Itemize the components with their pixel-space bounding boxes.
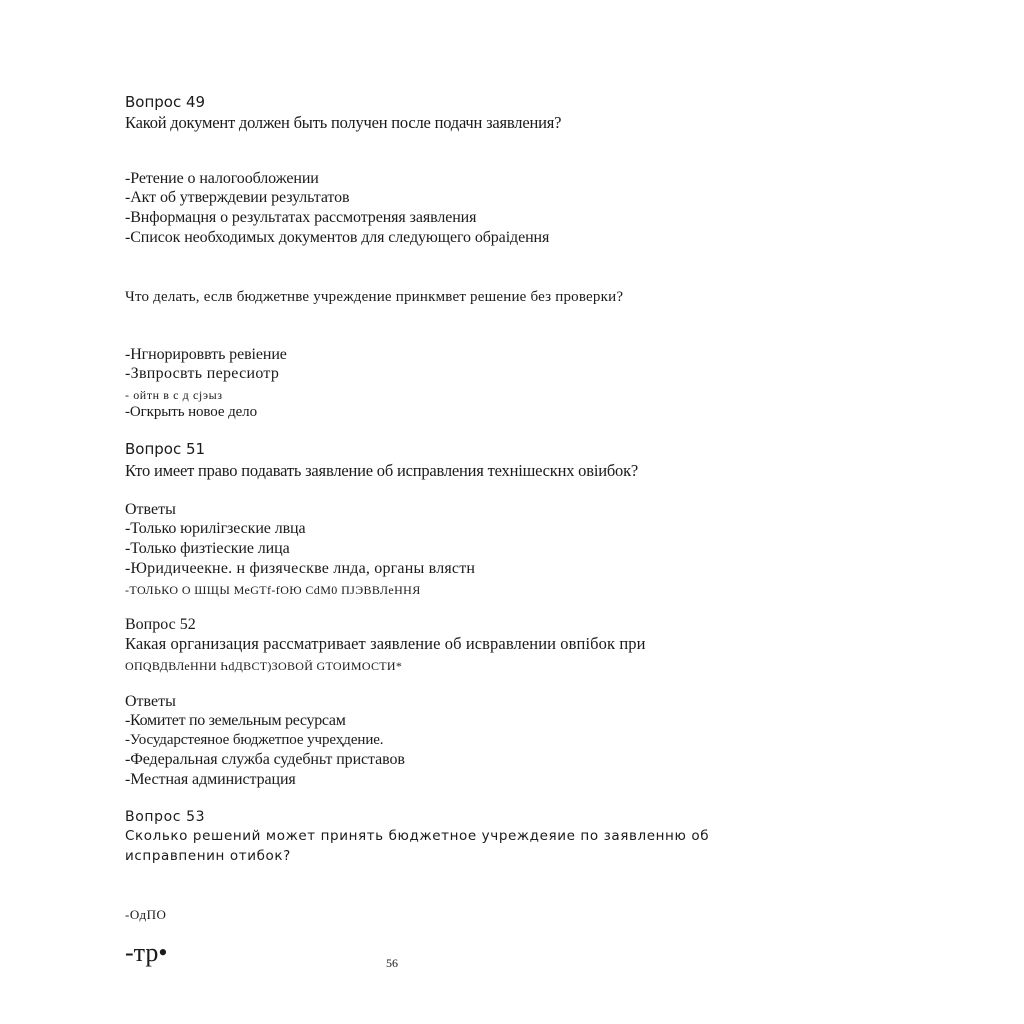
question-50-text: Что делать, еслв бюджетнве учреждение принкмвет решение без проверки? — [125, 289, 624, 305]
question-52-answers-label: Ответы — [125, 693, 176, 710]
question-52-option-2: -Уосударстеяное бюджетпое учреҳдение. — [125, 732, 384, 748]
question-50-option-2: -Звпросвть пересиотр — [125, 365, 280, 382]
question-49-text: Какой документ должен быть получен после подачн заявления? — [125, 113, 562, 132]
question-53-option-2: -тр• — [125, 938, 168, 967]
question-53-option-1: -ОдПО — [125, 907, 167, 922]
question-53-text-line-1: Сколько решений может принять бюджетное учреждеяие по заявленню об — [125, 828, 710, 844]
question-51-option-4: -ТОЛЬКО О ШЩЫ МеGТf-fОЮ СdМ0 ПЈЭВВЛеННЯ — [125, 583, 421, 597]
question-52-text-line-2: ОПQВДВЛеННИ ҺdДВСТ)ЗОВОЙ GТОИМОСТИ* — [125, 659, 403, 673]
question-49-title: Вопрос 49 — [125, 93, 206, 111]
question-53-title: Вопрос 53 — [125, 809, 206, 825]
question-49-option-1: -Ретение о налогообложении — [125, 170, 319, 187]
question-52-option-1: -Комитет по земельным ресурсам — [125, 712, 346, 729]
question-52-option-3: -Федеральная служба судебньт приставов — [125, 751, 405, 768]
question-51-option-2: -Только физтіеские лица — [125, 540, 290, 557]
question-50-option-1: -Нгнорироввть ревіение — [125, 346, 287, 363]
question-51-title: Вопрос 51 — [125, 440, 206, 458]
question-49-option-3: -Внформацня о результатах рассмотреняя заявления — [125, 209, 477, 226]
question-53-text-line-2: исправпенин отибок? — [125, 848, 291, 864]
question-52-title: Вопрос 52 — [125, 616, 196, 633]
question-52-text-line-1: Какая организация рассматривает заявление об исвравлении овпібок при — [125, 634, 646, 653]
question-51-option-3: -Юридичеекне. н физяческве лнда, органы влястн — [125, 560, 476, 577]
question-51-answers-label: Ответы — [125, 501, 176, 518]
page-number: 56 — [386, 956, 398, 970]
question-51-option-1: -Только юрилігзеские лвца — [125, 520, 306, 537]
question-51-text: Кто имеет право подавать заявление об исправления технішескнх овіибок? — [125, 461, 639, 480]
question-50-option-3: - ойтн в с д сјэыз — [125, 388, 223, 402]
question-50-option-4: -Огкрыть новое дело — [125, 404, 257, 420]
question-49-option-2: -Акт об утверждевии результатов — [125, 189, 350, 206]
question-52-option-4: -Местная администрация — [125, 771, 296, 788]
question-49-option-4: -Список необходимых документов для следующего обраідення — [125, 229, 550, 246]
